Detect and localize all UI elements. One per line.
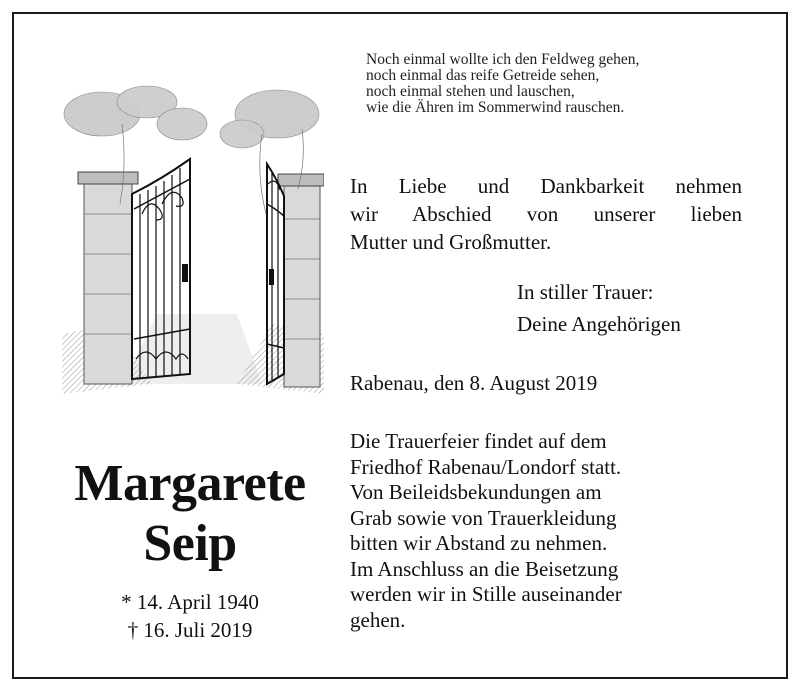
signature xyxy=(517,276,681,340)
signature-line-1: In stiller Trauer: xyxy=(517,280,654,304)
birth-date: * 14. April 1940 xyxy=(121,590,259,614)
first-name: Margarete xyxy=(74,455,306,512)
info-line: gehen. xyxy=(350,607,406,632)
last-name: Seip xyxy=(143,515,237,572)
info-line: Im Anschluss an die Beisetzung xyxy=(350,556,619,581)
garden-gate-illustration xyxy=(62,84,324,394)
life-dates xyxy=(30,588,350,644)
info-line: werden wir in Stille auseinander xyxy=(350,582,622,606)
poem-line: wie die Ähren im Sommerwind rauschen. xyxy=(366,99,625,116)
intro-line: In Liebe und Dankbarkeit nehmen xyxy=(350,174,742,198)
poem-line: noch einmal das reife Getreide sehen, xyxy=(366,67,600,84)
poem-line: noch einmal stehen und lauschen, xyxy=(366,83,575,100)
ceremony-info xyxy=(350,429,742,633)
info-line: Die Trauerfeier findet auf dem xyxy=(350,429,607,453)
death-date: † 16. Juli 2019 xyxy=(127,618,253,642)
info-line: Von Beileidsbekundungen am xyxy=(350,480,602,504)
poem xyxy=(366,52,756,116)
intro-text xyxy=(350,172,742,256)
deceased-name xyxy=(30,454,350,574)
signature-line-2: Deine Angehörigen xyxy=(517,312,681,336)
info-line: bitten wir Abstand zu nehmen. xyxy=(350,531,608,555)
place-date: Rabenau, den 8. August 2019 xyxy=(350,371,598,395)
info-line: Grab sowie von Trauerkleidung xyxy=(350,505,617,530)
info-line: Friedhof Rabenau/Londorf statt. xyxy=(350,454,622,479)
intro-line: Mutter und Großmutter. xyxy=(350,230,552,254)
intro-line: wir Abschied von unserer lieben xyxy=(350,202,742,226)
poem-line: Noch einmal wollte ich den Feldweg gehen, xyxy=(366,51,640,68)
